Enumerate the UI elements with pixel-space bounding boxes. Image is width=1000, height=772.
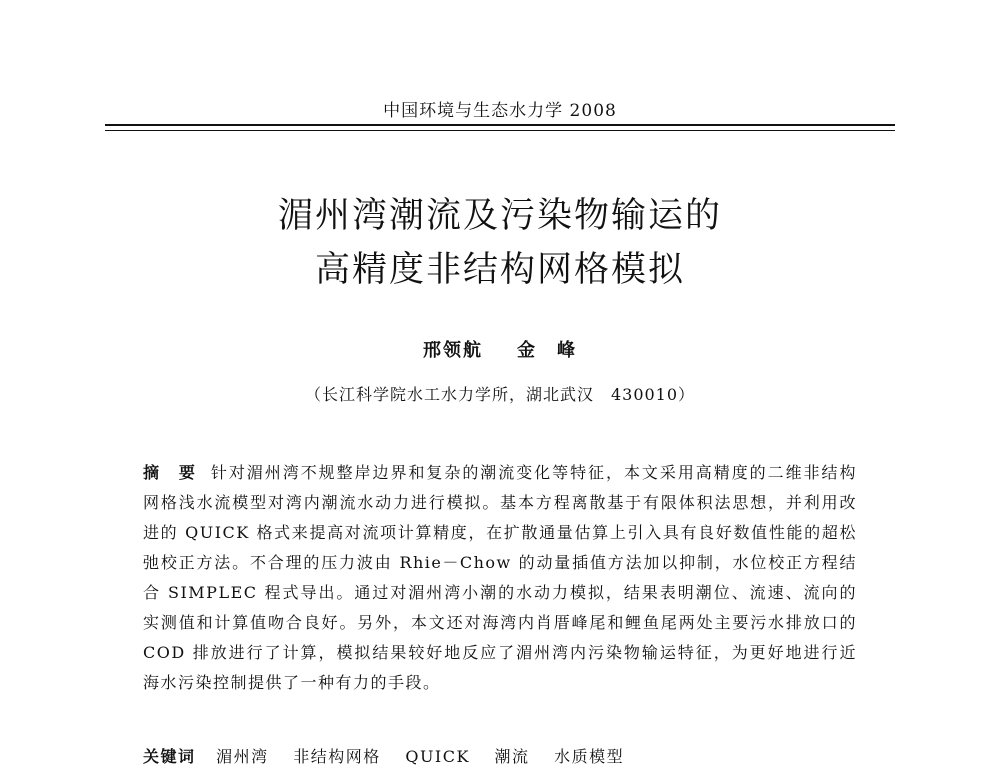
keywords-label: 关键词 xyxy=(143,747,196,766)
author-list xyxy=(0,336,1000,362)
keyword: 湄州湾 xyxy=(216,747,269,766)
author-name: 金 峰 xyxy=(517,340,577,361)
paper-title-line-2: 高精度非结构网格模拟 xyxy=(314,250,685,290)
paper-title-line-1: 湄州湾潮流及污染物输运的 xyxy=(277,196,722,236)
affiliation: （长江科学院水工水力学所，湖北武汉 430010） xyxy=(304,385,696,404)
keyword: 非结构网格 xyxy=(293,747,381,766)
author-name: 邢领航 xyxy=(423,340,483,361)
header-rule xyxy=(105,124,895,126)
abstract-label: 摘 要 xyxy=(143,463,197,482)
running-head: 中国环境与生态水力学 2008 xyxy=(383,101,617,121)
keyword: 水质模型 xyxy=(554,747,625,766)
abstract-text: 针对湄州湾不规整岸边界和复杂的潮流变化等特征，本文采用高精度的二维非结构网格浅水流模型对湾内潮流水动力进行模拟。基本方程离散基于有限体积法思想，并利用改进的 QUICK 格式来提高对流项计算精度，在扩散通量估算上引入具有良好数值性能的超松弛校正方法。不合理的压力波由 Rhie－Chow 的动量插值方法加以抑制，水位校正方程结合 SIMPLEC 程式导出。通过对湄州湾小潮的水动力模拟，结果表明潮位、流速、流向的实测值和计算值吻合良好。另外，本文还对海湾内肖厝峰尾和鲤鱼尾两处主要污水排放口的 COD 排放进行了计算，模拟结果较好地反应了湄州湾内污染物输运特征，为更好地进行近海水污染控制提供了一种有力的手段。 xyxy=(143,463,857,692)
keyword: 潮流 xyxy=(494,747,530,766)
header-rule-thin xyxy=(105,130,895,131)
keyword: QUICK xyxy=(405,747,470,766)
keywords xyxy=(143,742,857,772)
abstract xyxy=(143,458,857,698)
